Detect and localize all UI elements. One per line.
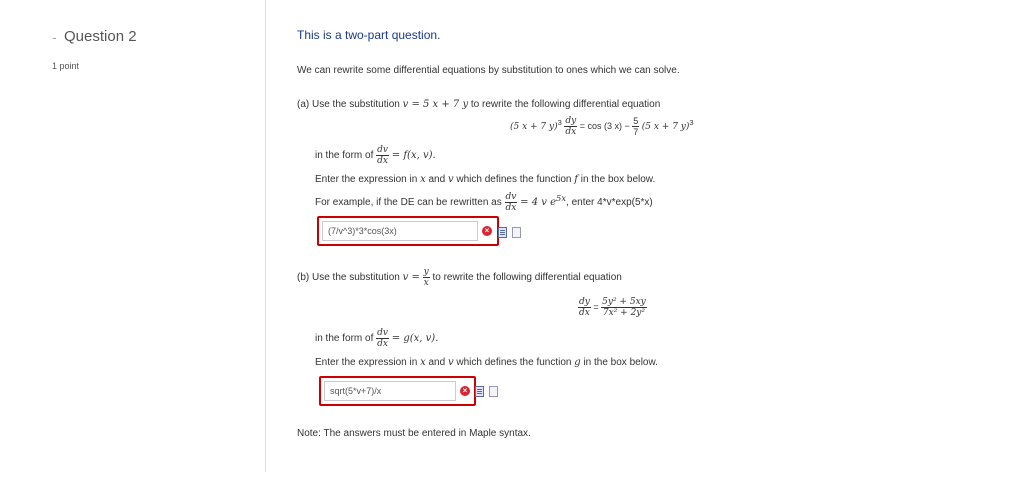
part-a-form-pre: in the form of (315, 150, 374, 162)
example-exp: 5x (556, 192, 567, 203)
incorrect-icon: × (460, 386, 470, 396)
eq-lhs-base: (5 x + 7 y) (510, 121, 558, 132)
part-a-example (315, 192, 653, 213)
help-doc-icon[interactable] (512, 227, 521, 238)
part-a-form (315, 145, 436, 166)
question-points: 1 point (52, 61, 80, 71)
example-pre: For example, if the DE can be rewritten as (315, 197, 502, 209)
example-eq: = 4 v e (520, 197, 557, 209)
enter-and: and (428, 174, 446, 185)
part-b-prompt-pre: (b) Use the substitution (297, 272, 400, 284)
note-text: Note: The answers must be entered in Maple syntax. (297, 428, 531, 439)
part-b-prompt-post: to rewrite the following differential equation (432, 272, 622, 284)
b-enter-mid: which defines the function (456, 357, 572, 368)
eq-rhs-exp: 3 (689, 117, 694, 127)
intro-text: This is a two-part question. (297, 28, 441, 42)
b-enter-x: x (420, 357, 426, 368)
incorrect-icon: × (482, 226, 492, 236)
b-enter-pre: Enter the expression in (315, 357, 418, 368)
part-b-dvdx: $\frac{dv}{dx}$ (377, 328, 388, 349)
example-post: , enter 4*v*exp(5*x) (566, 197, 653, 209)
enter-f: f (574, 174, 578, 185)
part-a-prompt (297, 99, 660, 110)
enter-x: x (420, 174, 426, 185)
part-b-form (315, 328, 438, 349)
lead-text: We can rewrite some differential equations by substitution to ones which we can solve. (297, 65, 680, 76)
part-a-answer-input[interactable] (322, 221, 478, 241)
part-b-form-post: = g(x, v). (391, 333, 439, 345)
part-a-prompt-post: to rewrite the following differential equation (470, 99, 661, 110)
part-b-equals: = (593, 301, 599, 312)
eq-rhs-2: (5 x + 7 y) (641, 121, 690, 132)
enter-post: in the box below. (580, 174, 656, 185)
help-doc-icon[interactable] (489, 386, 498, 397)
part-b-answer-box (319, 376, 476, 406)
part-a-answer-box (317, 216, 499, 246)
part-a-dvdx: $\frac{dv}{dx}$ (377, 145, 388, 166)
part-a-prompt-pre: (a) Use the substitution (297, 99, 400, 110)
eq-rhs-1: = cos (3 x) − (579, 120, 630, 131)
part-b-rhs-frac: $\frac{\text{5y² + 5xy}}{\text{7x² + 2y²}}$ (602, 297, 646, 318)
part-b-sub-lhs: v = (402, 272, 420, 284)
b-enter-post: in the box below. (583, 357, 658, 368)
collapse-dash[interactable]: - (52, 29, 57, 45)
preview-icon[interactable] (475, 386, 484, 397)
question-sidebar (0, 0, 266, 472)
part-a-enter (315, 174, 655, 185)
b-enter-v: v (447, 357, 454, 368)
eq-dydx: $\frac{dy}{dx}$ (565, 116, 577, 137)
part-a-form-post: = f(x, v). (391, 150, 436, 162)
part-b-sub-frac: $\frac{y}{x}$ (423, 267, 429, 288)
part-b-equation (578, 297, 647, 318)
b-enter-and: and (428, 357, 446, 368)
question-title: Question 2 (64, 28, 137, 45)
part-b-answer-input[interactable] (324, 381, 456, 401)
part-b-prompt (297, 267, 622, 288)
part-a-substitution: v = 5 x + 7 y (402, 99, 469, 110)
eq-lhs-exp: 3 (557, 117, 562, 127)
part-b-enter (315, 357, 658, 368)
example-dvdx: $\frac{dv}{dx}$ (505, 192, 517, 213)
b-enter-g: g (574, 357, 581, 368)
part-b-form-pre: in the form of (315, 333, 374, 345)
eq-rhs-frac: $\frac{5}{7}$ (633, 116, 639, 137)
part-b-dydx: $\frac{dy}{dx}$ (579, 297, 590, 318)
preview-icon[interactable] (498, 227, 507, 238)
enter-pre: Enter the expression in (315, 174, 418, 185)
part-a-equation (510, 116, 694, 137)
enter-v: v (447, 174, 454, 185)
enter-mid: which defines the function (456, 174, 572, 185)
